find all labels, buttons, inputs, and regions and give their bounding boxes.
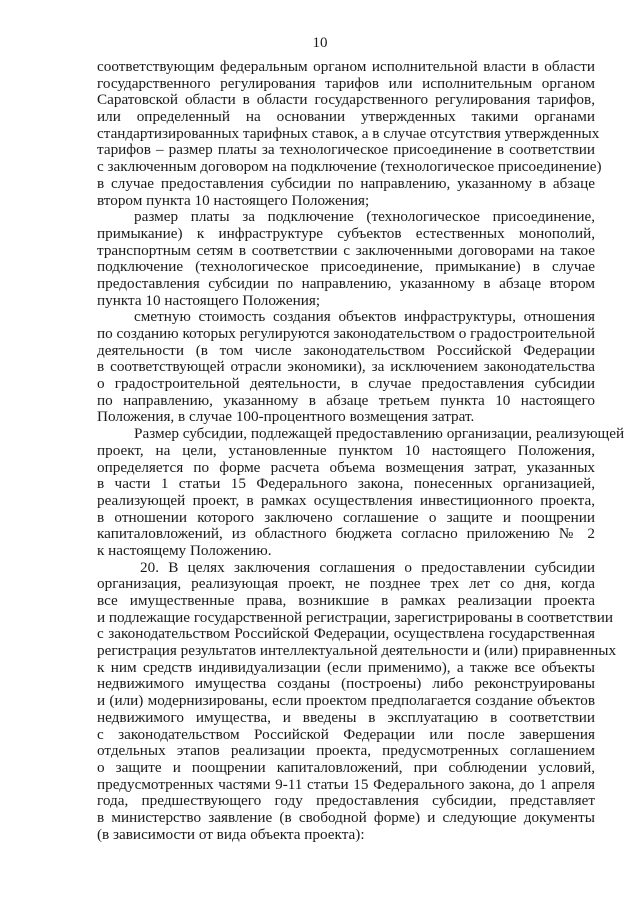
- text-line: отдельных этапов реализации проекта, предусмотренных соглашением: [97, 742, 595, 760]
- text-line: по направлению, указанному в абзаце третьем пункта 10 настоящего: [97, 391, 595, 409]
- text-line: в случае предоставления субсидии по направлению, указанному в абзаце: [97, 174, 595, 192]
- text-line: подключение (технологическое присоединение, примыкание) в случае: [97, 258, 595, 276]
- text-line: к настоящему Положению.: [97, 541, 272, 559]
- paragraph: [97, 309, 595, 426]
- text-line: о защите и поощрении капиталовложений, при соблюдении условий,: [97, 758, 595, 776]
- text-line: 20. В целях заключения соглашения о предоставлении субсидии: [140, 558, 595, 576]
- text-line: сметную стоимость создания объектов инфраструктуры, отношения: [134, 308, 595, 326]
- text-line: деятельности (в том числе законодательством Российской Федерации: [97, 341, 595, 359]
- paragraph: [97, 58, 602, 209]
- text-line: определяется по форме расчета объема возмещения затрат, указанных: [97, 458, 595, 476]
- text-line: государственного регулирования тарифов или исполнительным органом: [97, 74, 595, 92]
- text-line: года, предшествующего году предоставления субсидии, представляет: [97, 792, 595, 810]
- text-line: или определенный на основании утвержденных такими органами: [97, 108, 595, 126]
- text-line: Саратовской области в области государственного регулирования тарифов,: [97, 91, 595, 109]
- text-line: регистрация результатов интеллектуальной деятельности и (или) приравненных: [97, 642, 617, 660]
- text-line: и подлежащие государственной регистрации, зарегистрированы в соответствии: [97, 608, 613, 626]
- text-line: с законодательством Российской Федерации, осуществлена государственная: [97, 625, 595, 643]
- page-number: 10: [312, 35, 328, 51]
- text-line: в части 1 статьи 15 Федерального закона, понесенных организацией,: [97, 475, 595, 493]
- paragraph: [97, 558, 617, 844]
- text-line: к ним средств индивидуализации (если применимо), а также все объекты: [97, 658, 595, 676]
- text-line: размер платы за подключение (технологическое присоединение,: [134, 208, 595, 226]
- paragraph: [97, 209, 595, 309]
- paragraph: [97, 425, 625, 560]
- text-line: недвижимого имущества, и введены в эксплуатацию в соответствии: [97, 708, 595, 726]
- text-line: пункта 10 настоящего Положения;: [97, 291, 321, 309]
- text-line: Размер субсидии, подлежащей предоставлению организации, реализующей: [134, 425, 625, 443]
- text-line: капиталовложений, из областного бюджета согласно приложению № 2: [97, 525, 595, 543]
- text-line: по созданию которых регулируются законодательством о градостроительной: [97, 325, 595, 342]
- text-line: организация, реализующая проект, не позднее трех лет со дня, когда: [97, 575, 595, 593]
- text-line: предоставления субсидии по направлению, указанному в абзаце втором: [97, 274, 595, 292]
- text-line: проект, на цели, установленные пунктом 10 настоящего Положения,: [97, 441, 595, 459]
- text-line: о градостроительной деятельности, в случае предоставления субсидии: [97, 375, 595, 393]
- text-line: реализующей проект, в рамках осуществления инвестиционного проекта,: [97, 491, 595, 509]
- text-line: в министерство заявление (в свободной форме) и следующие документы: [97, 808, 595, 826]
- text-line: соответствующим федеральным органом исполнительной власти в области: [97, 58, 595, 75]
- text-line: (в зависимости от вида объекта проекта):: [97, 825, 365, 843]
- text-line: Положения, в случае 100-процентного возмещения затрат.: [97, 408, 475, 426]
- text-line: все имущественные права, возникшие в рамках реализации проекта: [97, 592, 595, 609]
- text-line: втором пункта 10 настоящего Положения;: [97, 191, 370, 209]
- text-line: в отношении которого заключено соглашение о защите и поощрении: [97, 508, 595, 526]
- document-body: [97, 58, 625, 843]
- text-line: тарифов – размер платы за технологическое присоединение в соответствии: [97, 141, 595, 159]
- text-line: примыкание) к инфраструктуре субъектов естественных монополий,: [97, 224, 595, 242]
- text-line: в соответствующей отрасли экономики), за исключением законодательства: [97, 358, 595, 376]
- text-line: и (или) модернизированы, если проектом предполагается создание объектов: [97, 692, 595, 710]
- text-line: транспортным сетям в соответствии с заключенными договорами на такое: [97, 241, 595, 259]
- text-line: недвижимого имущества созданы (построены) либо реконструированы: [97, 675, 595, 693]
- text-line: предусмотренных частями 9-11 статьи 15 Федерального закона, до 1 апреля: [97, 775, 595, 793]
- text-line: с заключенным договором на подключение (технологическое присоединение): [97, 158, 602, 176]
- text-line: с законодательством Российской Федерации или после завершения: [97, 725, 595, 743]
- text-line: стандартизированных тарифных ставок, а в случае отсутствия утвержденных: [97, 124, 600, 142]
